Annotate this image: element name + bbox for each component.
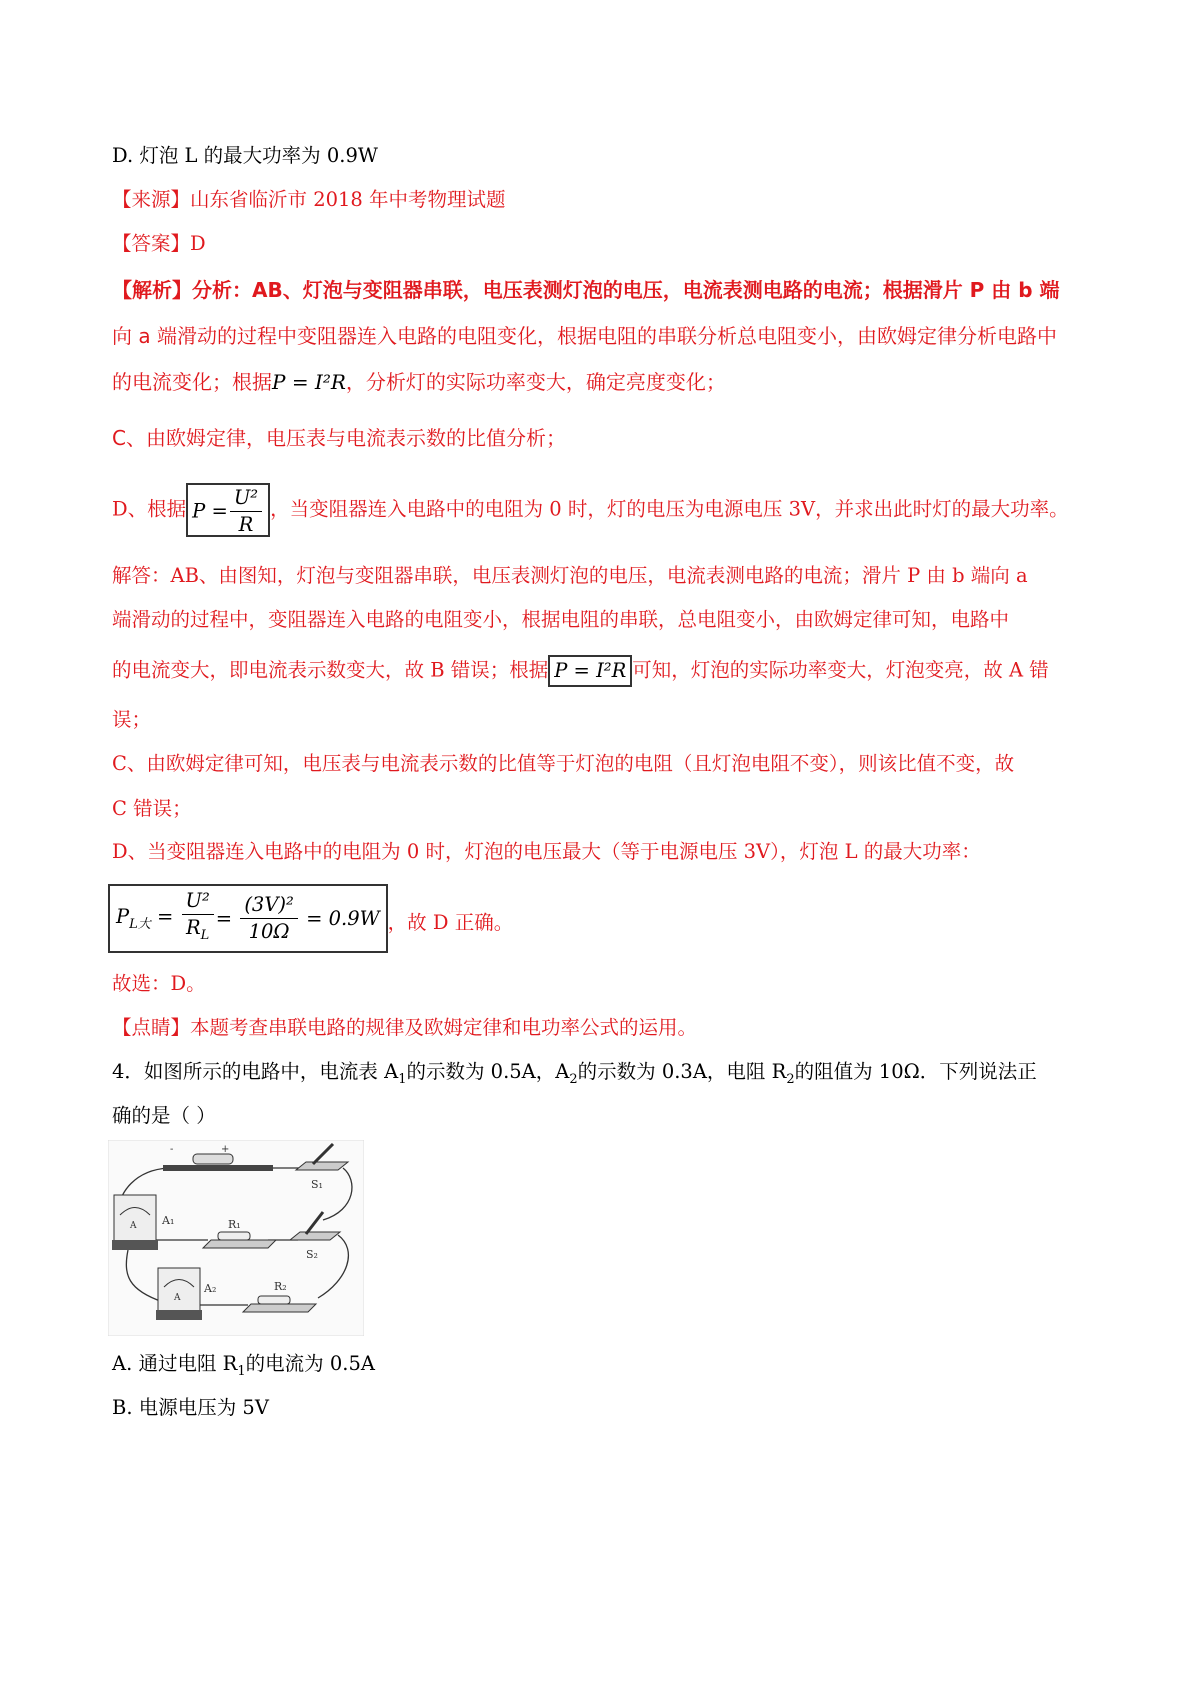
solution-line-1: 解答：AB、由图知，灯泡与变阻器串联，电压表测灯泡的电压，电流表测电路的电流；滑片 P 由 b 端向 a (112, 564, 1028, 587)
answer-text: D (190, 232, 206, 255)
option-b-line: B. 电源电压为 5V (112, 1396, 269, 1419)
answer-tag: 【答案】 (112, 232, 191, 255)
source-text: 山东省临沂市 2018 年中考物理试题 (190, 188, 506, 211)
q4-a2-sub: 2 (569, 1071, 578, 1087)
a2-label: A₂ (204, 1282, 217, 1295)
s1-label: S₁ (311, 1178, 323, 1191)
option-a-text-b: 的电流为 0.5A (245, 1352, 375, 1375)
formula-numerator: U² (230, 485, 262, 512)
formula-denominator: R (238, 513, 254, 536)
question-4-line-1 (112, 1058, 1037, 1094)
option-a-line (112, 1350, 375, 1386)
source-line (112, 186, 506, 214)
battery-minus-label: - (170, 1144, 174, 1155)
q4-text-c: 的示数为 0.3A，电阻 R (577, 1060, 787, 1083)
formula-num-2: (3V)² (240, 892, 298, 919)
formula-lhs: P (116, 905, 130, 928)
max-power-line (108, 884, 513, 953)
solution-line-5: C、由欧姆定律可知，电压表与电流表示数的比值等于灯泡的电阻（且灯泡电阻不变），则该比值不变，故 (112, 752, 1015, 775)
power-formula-box (186, 483, 270, 537)
analysis-text-3b: ，分析灯的实际功率变大，确定亮度变化； (345, 370, 726, 394)
q4-text-a: 4．如图所示的电路中，电流表 A (112, 1060, 399, 1083)
r1-label: R₁ (228, 1218, 241, 1231)
option-d-line: D. 灯泡 L 的最大功率为 0.9W (112, 144, 378, 167)
solution-choice-line: 故选：D。 (112, 972, 206, 995)
r2-label: R₂ (274, 1280, 287, 1293)
power-formula-box-2: P = I²R (548, 655, 632, 687)
solution-text-3b: 可知，灯泡的实际功率变大，灯泡变亮，故 A 错 (632, 658, 1049, 682)
analysis-text-1: 分析：AB、灯泡与变阻器串联，电压表测灯泡的电压，电流表测电路的电流；根据滑片 P 由 b 端 (192, 278, 1060, 302)
comment-text: 本题考查串联电路的规律及欧姆定律和电功率公式的运用。 (190, 1016, 698, 1039)
solution-line-6: C 错误； (112, 797, 192, 820)
analysis-line-3 (112, 368, 726, 396)
power-formula-inline: P = I²R (272, 370, 346, 394)
q4-text-b: 的示数为 0.5A，A (406, 1060, 570, 1083)
analysis-line-1 (112, 276, 1060, 304)
solution-line-3 (112, 655, 1049, 687)
max-power-tail: ，故 D 正确。 (387, 910, 514, 934)
battery-plus-label: + (221, 1144, 230, 1155)
comment-line (112, 1014, 697, 1042)
s2-label: S₂ (306, 1248, 318, 1261)
q4-r2-sub: 2 (786, 1071, 795, 1087)
max-power-formula-box: $P_{L大}$ = $\frac{\text{U²}}{R_L}$ = $\frac{\text{(3V)²}}{10\Omega}$ = 0.9W (108, 884, 388, 953)
option-a-text-a: A. 通过电阻 R (112, 1352, 238, 1375)
ammeter-a1-symbol: A (130, 1221, 137, 1231)
formula-num-1: U² (182, 888, 214, 915)
q4-a1-sub: 1 (398, 1071, 407, 1087)
answer-line (112, 230, 206, 258)
source-tag: 【来源】 (112, 188, 191, 211)
solution-line-2: 端滑动的过程中，变阻器连入电路的电阻变小，根据电阻的串联，总电阻变小，由欧姆定律可知，电路中 (112, 608, 1010, 631)
solution-line-4: 误； (112, 708, 152, 731)
question-4-line-2: 确的是（ ） (112, 1104, 216, 1127)
formula-den-2: 10Ω (248, 919, 290, 943)
analysis-tag: 【解析】 (112, 278, 192, 302)
d-formula-line (112, 483, 1069, 537)
option-a-sub: 1 (237, 1363, 246, 1379)
formula-lhs-sub: L大 (129, 916, 151, 932)
d-line-suffix: ，当变阻器连入电路中的电阻为 0 时，灯的电压为电源电压 3V，并求出此时灯的最大功率。 (270, 497, 1069, 521)
comment-tag: 【点睛】 (112, 1016, 191, 1039)
ammeter-a2-symbol: A (174, 1293, 181, 1303)
q4-text-d: 的阻值为 10Ω．下列说法正 (794, 1060, 1037, 1083)
formula-den-1: R (185, 916, 201, 939)
solution-text-3a: 的电流变大，即电流表示数变大，故 B 错误；根据 (112, 658, 549, 682)
analysis-line-4: C、由欧姆定律，电压表与电流表示数的比值分析； (112, 426, 566, 450)
circuit-figure (108, 1140, 364, 1336)
formula-den-1-sub: L (200, 927, 210, 943)
solution-line-7: D、当变阻器连入电路中的电阻为 0 时，灯泡的电压最大（等于电源电压 3V），灯泡 L 的最大功率： (112, 840, 981, 863)
formula-p: P = (192, 499, 228, 523)
d-line-prefix: D、根据 (112, 497, 187, 521)
formula-rhs: = 0.9W (306, 906, 380, 930)
analysis-line-2: 向 a 端滑动的过程中变阻器连入电路的电阻变化，根据电阻的串联分析总电阻变小，由欧姆定律分析电路中 (112, 324, 1057, 348)
a1-label: A₁ (162, 1214, 175, 1227)
analysis-text-3a: 的电流变化；根据 (112, 370, 272, 394)
